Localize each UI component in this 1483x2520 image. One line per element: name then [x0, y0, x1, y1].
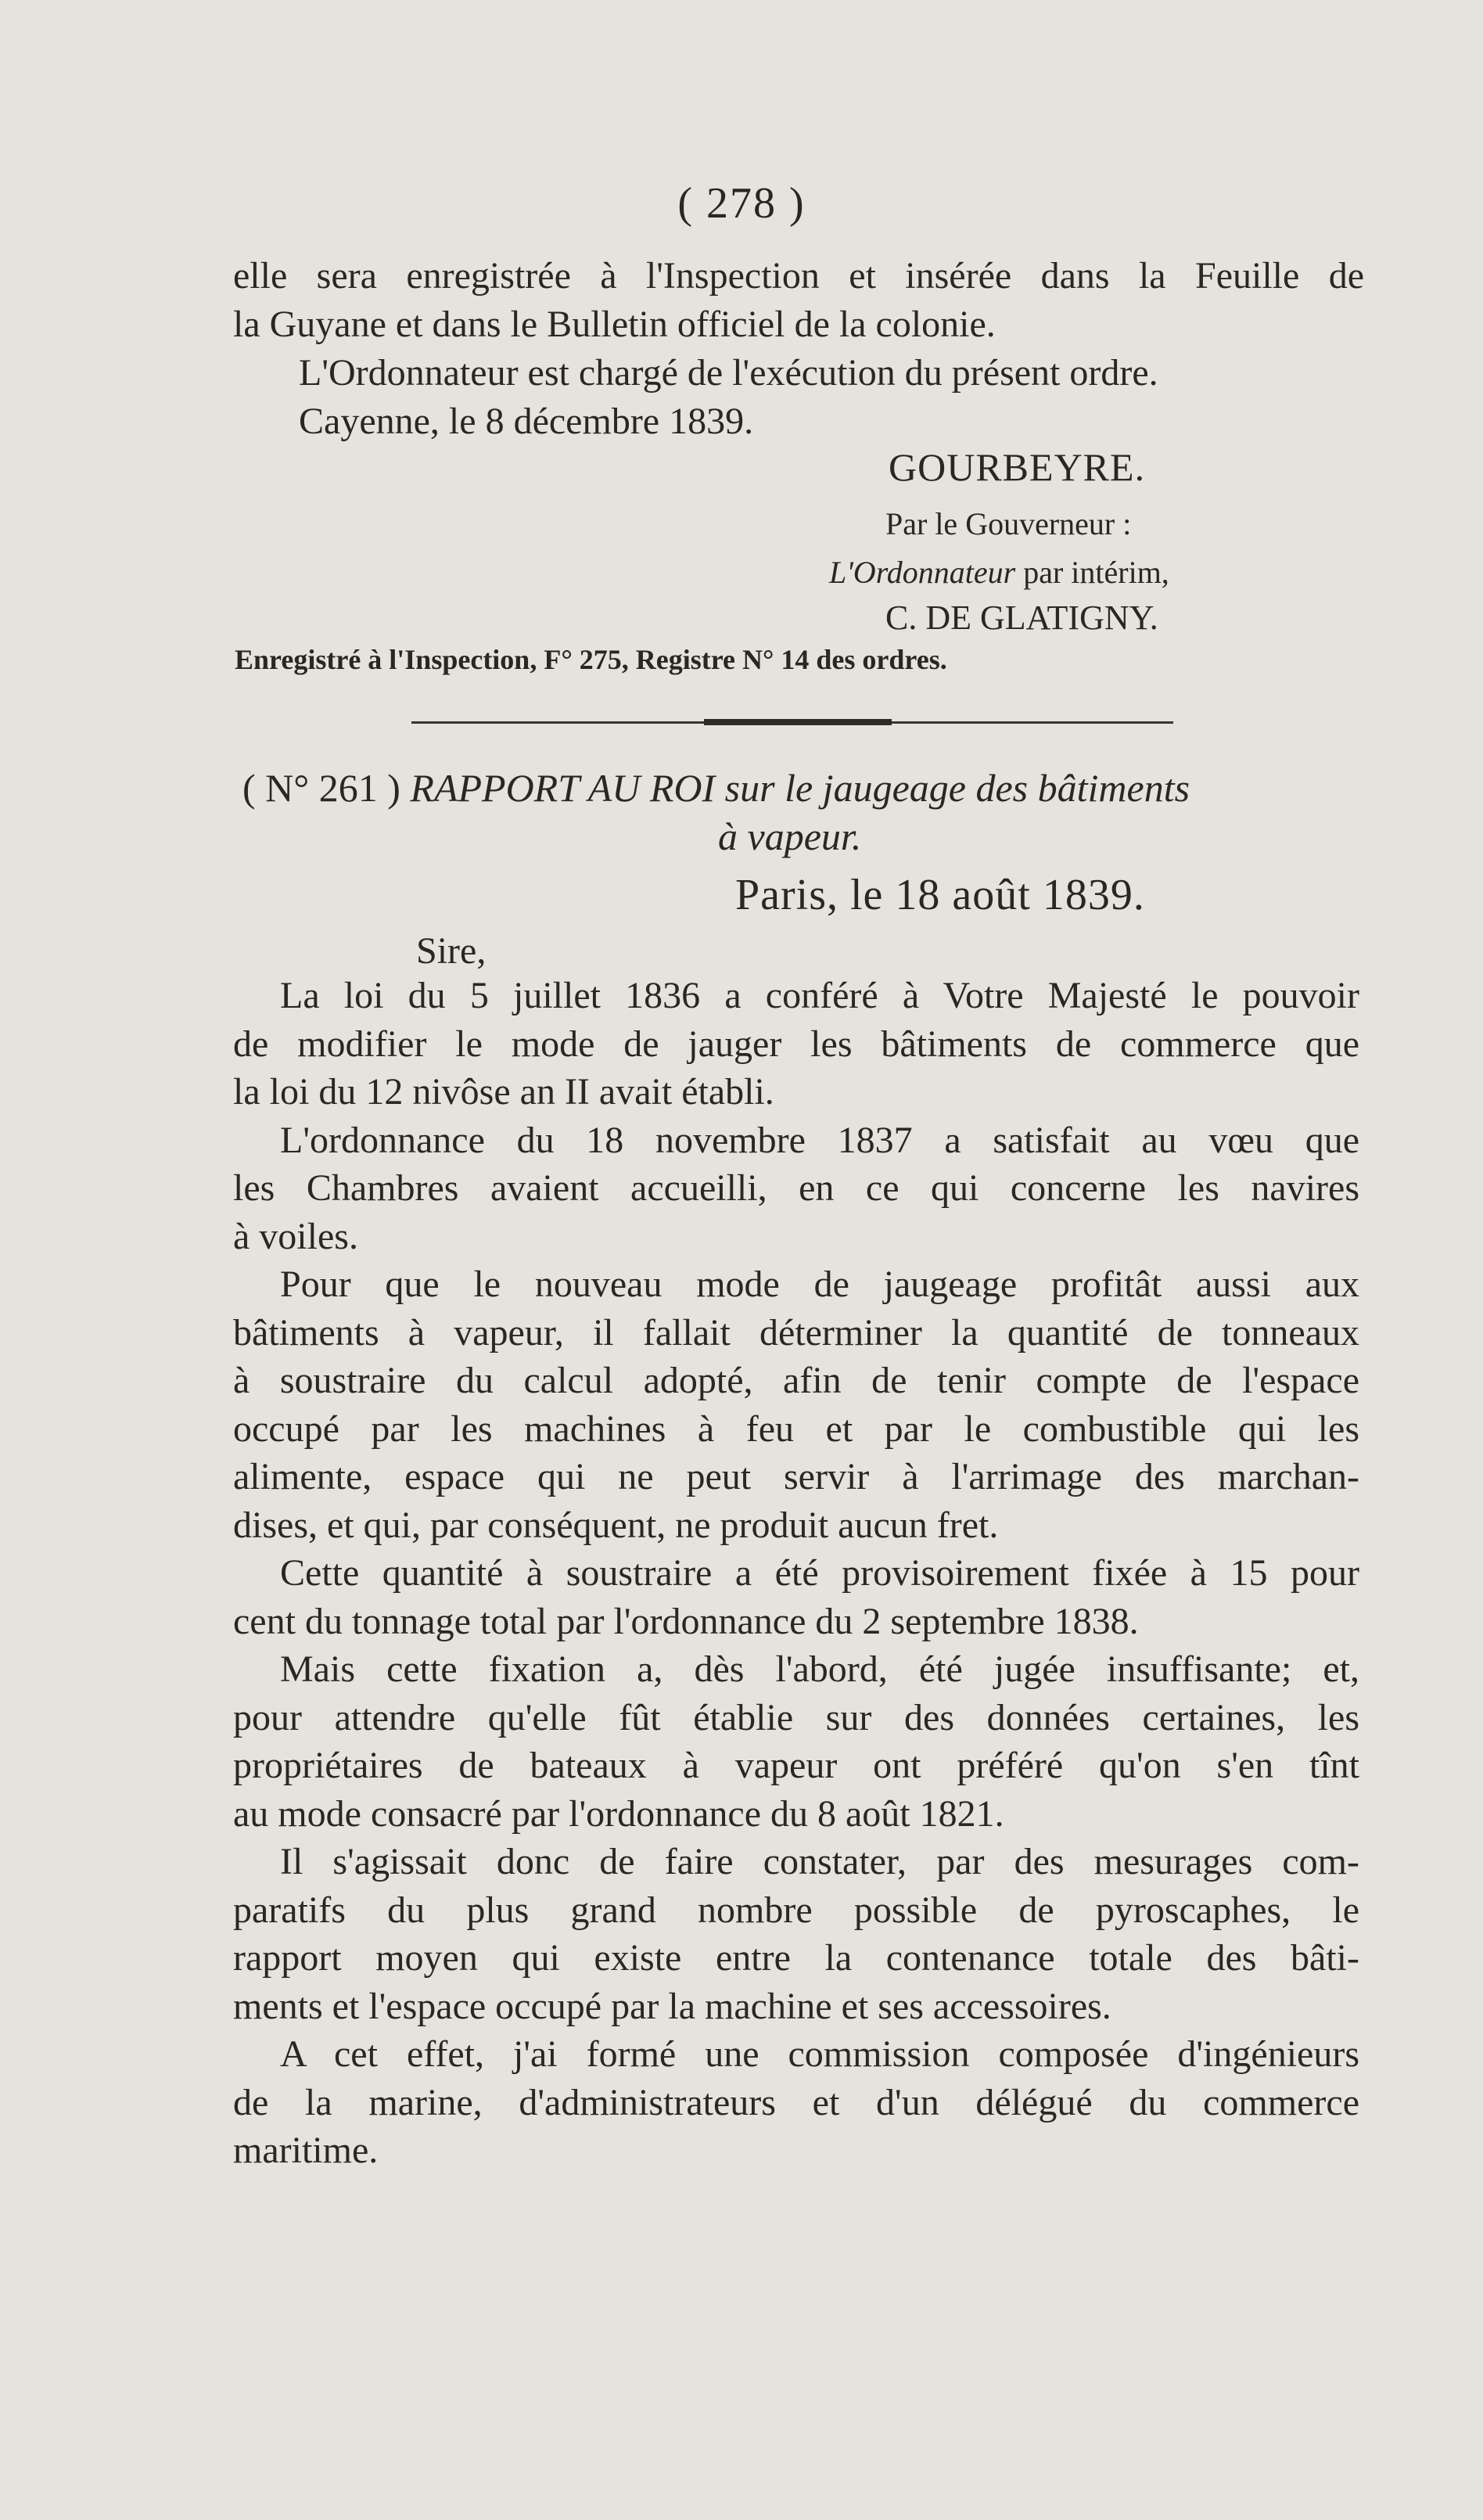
intro-block: [233, 252, 1364, 446]
signature-name: GOURBEYRE.: [889, 445, 1146, 489]
para-3-line-2: bâtiments à vapeur, il fallait déterminer la quantité de tonneaux: [233, 1311, 1359, 1353]
para-6-line-2: paratifs du plus grand nombre possible de pyroscaphes, le: [233, 1889, 1359, 1931]
para-3-line-4: occupé par les machines à feu et par le combustible qui les: [233, 1407, 1359, 1450]
para-1-line-3: la loi du 12 nivôse an II avait établi.: [233, 1071, 774, 1113]
para-6-line-3: rapport moyen qui existe entre la contenance totale des bâti-: [233, 1937, 1359, 1979]
para-3-line-5: alimente, espace qui ne peut servir à l'arrimage des marchan-: [233, 1456, 1359, 1497]
registry-note: Enregistré à l'Inspection, F° 275, Registre N° 14 des ordres.: [235, 644, 947, 675]
report-body: [233, 972, 1359, 2175]
para-7-line-3: maritime.: [233, 2130, 379, 2171]
para-6-line-1: Il s'agissait donc de faire constater, par des mesurages com-: [280, 1841, 1359, 1882]
signature-ordonnateur: [829, 554, 1169, 591]
para-5-line-2: pour attendre qu'elle fût établie sur des données certaines, les: [233, 1696, 1359, 1738]
para-7-line-2: de la marine, d'administrateurs et d'un délégué du commerce: [233, 2081, 1359, 2123]
intro-line-1: elle sera enregistrée à l'Inspection et insérée dans la Feuille de: [233, 255, 1364, 297]
para-3-line-6: dises, et qui, par conséquent, ne produit aucun fret.: [233, 1504, 999, 1546]
para-3-line-1: Pour que le nouveau mode de jaugeage profitât aussi aux: [280, 1264, 1359, 1305]
report-heading-line-1: [242, 765, 1369, 811]
signature-by-governor: Par le Gouverneur :: [885, 506, 1132, 541]
page-number: ( 278 ): [677, 179, 806, 228]
signature-countersign: C. DE GLATIGNY.: [885, 599, 1158, 637]
report-number: ( N° 261 ): [242, 766, 400, 810]
report-title-line-2: à vapeur.: [718, 814, 862, 858]
para-5-line-3: propriétaires de bateaux à vapeur ont préféré qu'on s'en tînt: [233, 1745, 1359, 1786]
report-salutation: Sire,: [416, 930, 487, 972]
para-4-line-2: cent du tonnage total par l'ordonnance du 2 septembre 1838.: [233, 1600, 1139, 1642]
intro-line-4: Cayenne, le 8 décembre 1839.: [299, 401, 754, 442]
para-4-line-1: Cette quantité à soustraire a été provisoirement fixée à 15 pour: [280, 1552, 1359, 1594]
para-3-line-3: à soustraire du calcul adopté, afin de tenir compte de l'espace: [233, 1360, 1359, 1401]
para-5-line-4: au mode consacré par l'ordonnance du 8 août 1821.: [233, 1792, 1004, 1835]
report-date: Paris, le 18 août 1839.: [735, 871, 1145, 919]
ordonnateur-title: L'Ordonnateur: [829, 555, 1016, 590]
report-title-line-1: RAPPORT AU ROI sur le jaugeage des bâtiments: [410, 766, 1190, 810]
para-2-line-1: L'ordonnance du 18 novembre 1837 a satisfait au vœu que: [280, 1119, 1359, 1161]
intro-line-3: L'Ordonnateur est chargé de l'exécution du présent ordre.: [299, 352, 1158, 394]
para-6-line-4: ments et l'espace occupé par la machine et ses accessoires.: [233, 1985, 1111, 2027]
para-5-line-1: Mais cette fixation a, dès l'abord, été jugée insuffisante; et,: [280, 1648, 1359, 1690]
para-2-line-2: les Chambres avaient accueilli, en ce qui concerne les navires: [233, 1167, 1359, 1209]
para-2-line-3: à voiles.: [233, 1215, 358, 1257]
para-1-line-2: de modifier le mode de jauger les bâtiments de commerce que: [233, 1023, 1359, 1065]
para-7-line-1: A cet effet, j'ai formé une commission composée d'ingénieurs: [280, 2033, 1359, 2075]
ordonnateur-suffix: par intérim,: [1023, 555, 1169, 590]
para-1-line-1: La loi du 5 juillet 1836 a conféré à Votre Majesté le pouvoir: [280, 975, 1359, 1016]
intro-line-2: la Guyane et dans le Bulletin officiel de la colonie.: [233, 304, 996, 345]
separator-rule-ornament: [704, 719, 892, 725]
report-heading-line-2: [718, 814, 861, 859]
